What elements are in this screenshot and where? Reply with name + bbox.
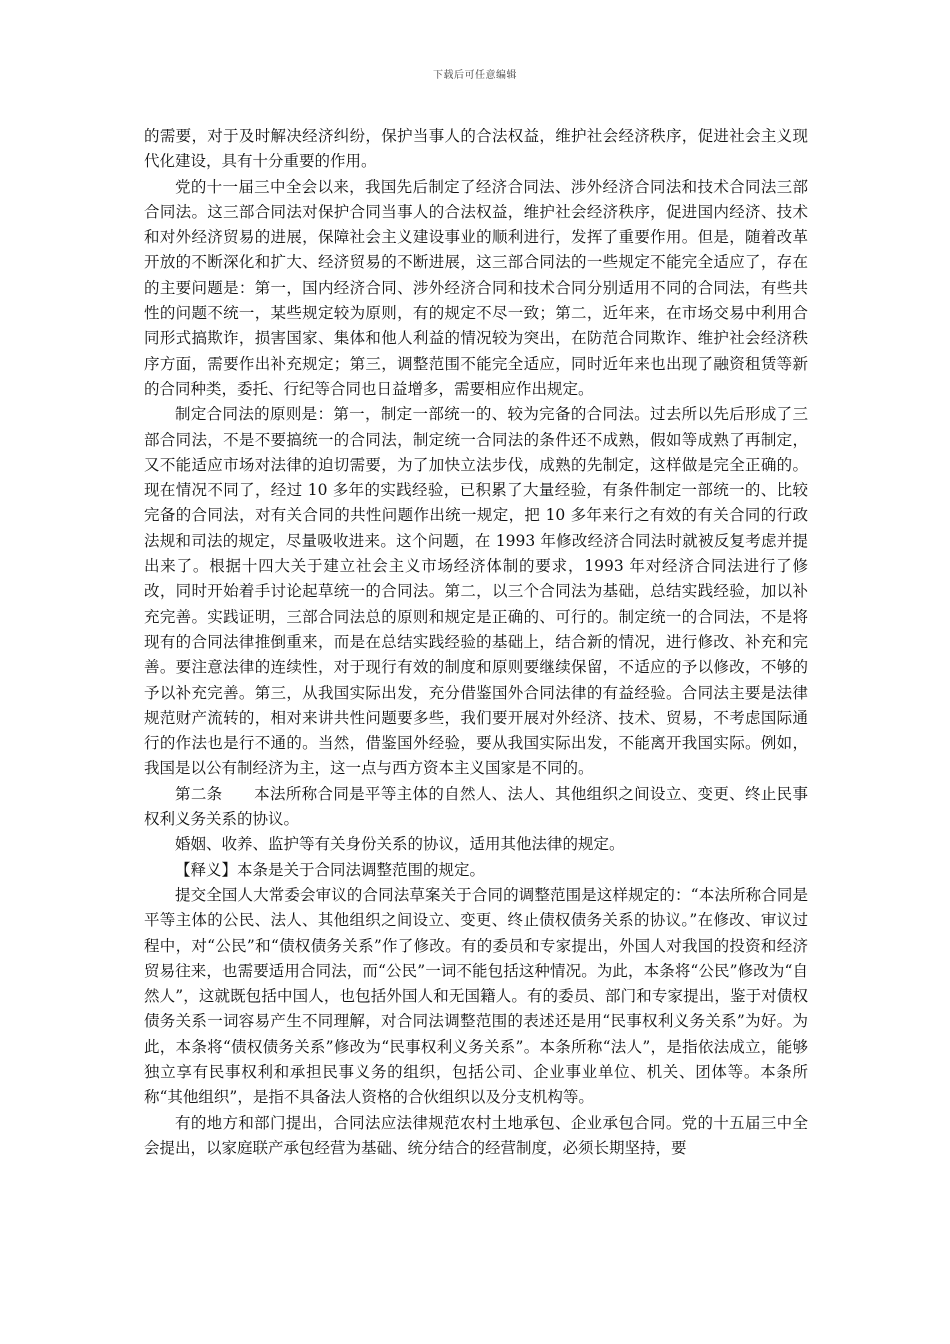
paragraph: 的需要，对于及时解决经济纠纷，保护当事人的合法权益，维护社会经济秩序，促进社会主义现代化建设，具有十分重要的作用。: [144, 127, 808, 171]
interpretation-heading: 【释义】本条是关于合同法调整范围的规定。: [175, 860, 486, 879]
article-clause: 第二条 本法所称合同是平等主体的自然人、法人、其他组织之间设立、变更、终止民事权利义务关系的协议。: [144, 784, 808, 829]
page-header: 下载后可任意编辑: [433, 70, 517, 81]
paragraph: 党的十一届三中全会以来，我国先后制定了经济合同法、涉外经济合同法和技术合同法三部合同法。这三部合同法对保护合同当事人的合法权益，维护社会经济秩序，促进国内经济、技术和对外经济贸易的进展，保障社会主义建设事业的顺利进行，发挥了重要作用。但是，随着改革开放的不断深化和扩大、经济贸易的不断进展，这三部合同法的一些规定不能完全适应了，存在的主要问题是：第一，国内经济合同、涉外经济合同和技术合同分别适用不同的合同法，有些共性的问题不统一，某些规定较为原则，有的规定不尽一致；第二，近年来，在市场交易中利用合同形式搞欺诈，损害国家、集体和他人利益的情况较为突出，在防范合同欺诈、维护社会经济秩序方面，需要作出补充规定；第三，调整范围不能完全适应，同时近年来也出现了融资租赁等新的合同种类，委托、行纪等合同也日益增多，需要相应作出规定。: [144, 177, 808, 398]
article-clause: 婚姻、收养、监护等有关身份关系的协议，适用其他法律的规定。: [175, 835, 625, 854]
document-body: [144, 124, 808, 1161]
paragraph: 有的地方和部门提出，合同法应法律规范农村土地承包、企业承包合同。党的十五届三中全会提出，以家庭联产承包经营为基础、统分结合的经营制度，必须长期坚持，要: [144, 1113, 808, 1157]
paragraph: 提交全国人大常委会审议的合同法草案关于合同的调整范围是这样规定的：“本法所称合同是平等主体的公民、法人、其他组织之间设立、变更、终止债权债务关系的协议。”在修改、审议过程中，对“公民”和“债权债务关系”作了修改。有的委员和专家提出，外国人对我国的投资和经济贸易往来，也需要适用合同法，而“公民”一词不能包括这种情况。为此，本条将“公民”修改为“自然人”，这就既包括中国人，也包括外国人和无国籍人。有的委员、部门和专家提出，鉴于对债权债务关系一词容易产生不同理解，对合同法调整范围的表述还是用“民事权利义务关系”为好。为此，本条将“债权债务关系”修改为“民事权利义务关系”。本条所称“法人”，是指依法成立，能够独立享有民事权利和承担民事义务的组织，包括公司、企业事业单位、机关、团体等。本条所称“其他组织”，是指不具备法人资格的合伙组织以及分支机构等。: [144, 885, 808, 1107]
paragraph: 制定合同法的原则是：第一，制定一部统一的、较为完备的合同法。过去所以先后形成了三部合同法，不是不要搞统一的合同法，制定统一合同法的条件还不成熟，假如等成熟了再制定，又不能适应市场对法律的迫切需要，为了加快立法步伐，成熟的先制定，这样做是完全正确的。现在情况不同了，经过 10 多年的实践经验，已积累了大量经验，有条件制定一部统一的、比较完备的合同法，对有关合同的共性问题作出统一规定，把 10 多年来行之有效的有关合同的行政法规和司法的规定，尽量吸收进来。这个问题，在 1993 年修改经济合同法时就被反复考虑并提出来了。根据十四大关于建立社会主义市场经济体制的要求，1993 年对经济合同法进行了修改，同时开始着手讨论起草统一的合同法。第二，以三个合同法为基础，总结实践经验，加以补充完善。实践证明，三部合同法总的原则和规定是正确的、可行的。制定统一的合同法，不是将现有的合同法律推倒重来，而是在总结实践经验的基础上，结合新的情况，进行修改、补充和完善。要注意法律的连续性，对于现行有效的制度和原则要继续保留，不适应的予以修改，不够的予以补充完善。第三，从我国实际出发，充分借鉴国外合同法律的有益经验。合同法主要是法律规范财产流转的，相对来讲共性问题要多些，我们要开展对外经济、技术、贸易，不考虑国际通行的作法也是行不通的。当然，借鉴国外经验，要从我国实际出发，不能离开我国实际。例如，我国是以公有制经济为主，这一点与西方资本主义国家是不同的。: [144, 405, 808, 778]
